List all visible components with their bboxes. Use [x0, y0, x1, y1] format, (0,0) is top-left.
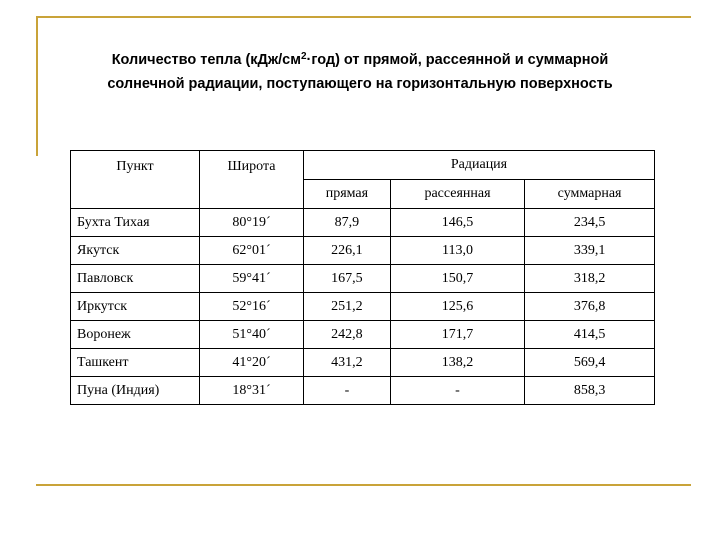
cell-latitude: 80°19´ — [200, 209, 304, 237]
cell-diffuse: 171,7 — [390, 321, 524, 349]
cell-point: Воронеж — [71, 321, 200, 349]
cell-point: Якутск — [71, 237, 200, 265]
slide-title — [40, 48, 680, 96]
title-superscript: 2 — [300, 51, 307, 62]
cell-point: Пуна (Индия) — [71, 377, 200, 405]
cell-diffuse: 138,2 — [390, 349, 524, 377]
cell-diffuse: 150,7 — [390, 265, 524, 293]
header-point: Пункт — [71, 151, 200, 209]
title-line-1-end: ·год) от прямой, рассеянной и суммарной — [306, 52, 609, 68]
cell-total: 318,2 — [525, 265, 655, 293]
cell-latitude: 52°16´ — [200, 293, 304, 321]
left-border-line — [36, 16, 38, 156]
table-row — [71, 349, 655, 377]
title-line-1-start: Количество тепла (кДж/см — [111, 52, 301, 68]
header-direct: прямая — [304, 180, 391, 209]
cell-point: Павловск — [71, 265, 200, 293]
cell-point: Бухта Тихая — [71, 209, 200, 237]
header-diffuse: рассеянная — [390, 180, 524, 209]
title-line-1 — [40, 48, 680, 72]
cell-direct: 87,9 — [304, 209, 391, 237]
cell-diffuse: 125,6 — [390, 293, 524, 321]
cell-direct: 226,1 — [304, 237, 391, 265]
cell-latitude: 59°41´ — [200, 265, 304, 293]
cell-latitude: 41°20´ — [200, 349, 304, 377]
header-total: суммарная — [525, 180, 655, 209]
header-radiation: Радиация — [304, 151, 655, 180]
title-line-2: солнечной радиации, поступающего на горизонтальную поверхность — [107, 76, 613, 92]
cell-latitude: 62°01´ — [200, 237, 304, 265]
cell-total: 569,4 — [525, 349, 655, 377]
cell-total: 339,1 — [525, 237, 655, 265]
cell-latitude: 18°31´ — [200, 377, 304, 405]
cell-diffuse: - — [390, 377, 524, 405]
cell-total: 234,5 — [525, 209, 655, 237]
cell-direct: 242,8 — [304, 321, 391, 349]
table-row — [71, 237, 655, 265]
table-row — [71, 293, 655, 321]
cell-direct: 251,2 — [304, 293, 391, 321]
cell-latitude: 51°40´ — [200, 321, 304, 349]
table-body — [71, 209, 655, 405]
header-latitude: Широта — [200, 151, 304, 209]
table-row — [71, 265, 655, 293]
radiation-table — [70, 150, 655, 405]
cell-point: Иркутск — [71, 293, 200, 321]
bottom-border-line — [36, 484, 691, 486]
cell-direct: 431,2 — [304, 349, 391, 377]
table-row — [71, 377, 655, 405]
cell-total: 858,3 — [525, 377, 655, 405]
cell-total: 414,5 — [525, 321, 655, 349]
cell-diffuse: 146,5 — [390, 209, 524, 237]
cell-point: Ташкент — [71, 349, 200, 377]
cell-direct: 167,5 — [304, 265, 391, 293]
cell-total: 376,8 — [525, 293, 655, 321]
cell-diffuse: 113,0 — [390, 237, 524, 265]
cell-direct: - — [304, 377, 391, 405]
table-row — [71, 321, 655, 349]
top-border-line — [36, 16, 691, 18]
table-row — [71, 209, 655, 237]
